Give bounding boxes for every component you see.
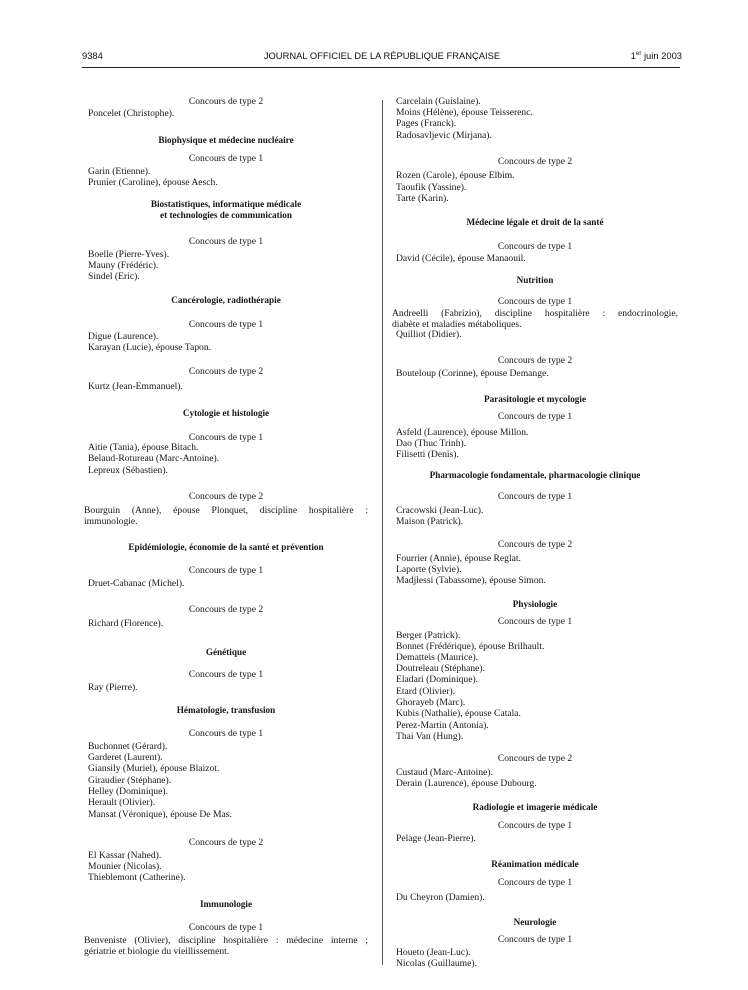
candidate-entry: Dematteis (Maurice). <box>396 652 479 663</box>
candidate-entry: Berger (Patrick). <box>396 630 461 641</box>
concours-type-label: Concours de type 1 <box>497 934 573 945</box>
candidate-entry: Asfeld (Laurence), épouse Millon. <box>396 427 529 438</box>
concours-type-label: Concours de type 1 <box>497 241 573 252</box>
candidate-entry: Boelle (Pierre-Yves). <box>88 249 170 260</box>
candidate-entry: Garin (Etienne). <box>88 166 151 177</box>
candidate-entry: Doutreleau (Stéphane). <box>396 663 485 674</box>
candidate-entry: Filisetti (Denis). <box>396 449 459 460</box>
header-rule <box>82 67 680 68</box>
section-heading: Physiologie <box>512 599 558 609</box>
section-heading: et technologies de communication <box>160 210 292 220</box>
candidate-entry: Derain (Laurence), épouse Dubourg. <box>396 778 537 789</box>
concours-type-label: Concours de type 1 <box>497 616 573 627</box>
candidate-entry: Digue (Laurence). <box>88 331 159 342</box>
concours-type-label: Concours de type 1 <box>188 153 264 164</box>
issue-date-ordinal: er <box>635 50 642 57</box>
section-heading: Biostatistiques, informatique médicale <box>150 199 302 209</box>
candidate-entry: Etard (Olivier). <box>396 686 456 697</box>
candidate-entry: Perez-Martin (Antonia). <box>396 720 489 731</box>
candidate-entry: Madjlessi (Tabassome), épouse Simon. <box>396 575 546 586</box>
issue-date <box>631 50 682 61</box>
candidate-entry-continuation: diabète et maladies métaboliques. <box>392 319 522 330</box>
candidate-entry-continuation: gériatrie et biologie du vieillissement. <box>84 946 230 957</box>
candidate-entry: Nicolas (Guillaume). <box>396 958 477 969</box>
candidate-entry: Thieblemont (Catherine). <box>88 872 186 883</box>
concours-type-label: Concours de type 2 <box>188 491 264 502</box>
concours-type-label: Concours de type 2 <box>188 837 264 848</box>
candidate-entry: Bonnet (Frédérique), épouse Brilhault. <box>396 641 545 652</box>
candidate-entry: Houeto (Jean-Luc). <box>396 947 471 958</box>
candidate-entry: Pages (Franck). <box>396 118 457 129</box>
concours-type-label: Concours de type 2 <box>497 753 573 764</box>
concours-type-label: Concours de type 2 <box>188 96 264 107</box>
column-divider <box>382 100 383 965</box>
candidate-entry: Giansily (Muriel), épouse Blaizot. <box>88 763 220 774</box>
candidate-entry: Belaud-Rotureau (Marc-Antoine). <box>88 453 220 464</box>
section-heading: Hématologie, transfusion <box>176 705 276 715</box>
section-heading: Neurologie <box>513 917 557 927</box>
concours-type-label: Concours de type 2 <box>188 366 264 377</box>
candidate-entry: Bouteloup (Corinne), épouse Demange. <box>396 368 549 379</box>
candidate-entry: Giraudier (Stéphane). <box>88 775 172 786</box>
concours-type-label: Concours de type 1 <box>188 236 264 247</box>
candidate-entry: Helley (Dominique). <box>88 786 168 797</box>
candidate-entry: Custaud (Marc-Antoine). <box>396 767 493 778</box>
candidate-entry-continuation: immunologie. <box>84 516 138 527</box>
candidate-entry: Kubis (Nathalie), épouse Catala. <box>396 708 521 719</box>
candidate-entry: Richard (Florence). <box>88 618 164 629</box>
candidate-entry: Thai Van (Hung). <box>396 731 464 742</box>
issue-date-rest: juin 2003 <box>643 50 682 61</box>
concours-type-label: Concours de type 1 <box>188 669 264 680</box>
candidate-entry: Kurtz (Jean-Emmanuel). <box>88 381 183 392</box>
candidate-entry: Mansat (Véronique), épouse De Mas. <box>88 809 232 820</box>
concours-type-label: Concours de type 1 <box>497 820 573 831</box>
candidate-entry: David (Cécile), épouse Manaouil. <box>396 253 526 264</box>
journal-title: JOURNAL OFFICIEL DE LA RÉPUBLIQUE FRANÇAISE <box>263 50 501 61</box>
candidate-entry: Prunier (Caroline), épouse Aesch. <box>88 177 218 188</box>
candidate-entry: Poncelet (Christophe). <box>88 108 175 119</box>
candidate-entry: Taoufik (Yassine). <box>396 182 467 193</box>
candidate-entry: Maison (Patrick). <box>396 516 464 527</box>
candidate-entry: Garderet (Laurent). <box>88 752 163 763</box>
section-heading: Cytologie et histologie <box>182 408 270 418</box>
concours-type-label: Concours de type 1 <box>188 922 264 933</box>
section-heading: Nutrition <box>516 275 554 285</box>
section-heading: Pharmacologie fondamentale, pharmacologie clinique <box>429 470 641 480</box>
candidate-entry: Karayan (Lucie), épouse Tapon. <box>88 342 212 353</box>
concours-type-label: Concours de type 1 <box>497 877 573 888</box>
candidate-entry: Ghorayeb (Marc). <box>396 697 466 708</box>
candidate-entry: Andreelli (Fabrizio), discipline hospitalière : endocrinologie, <box>392 308 678 319</box>
candidate-entry: Carcelain (Guislaine). <box>396 96 481 107</box>
section-heading: Epidémiologie, économie de la santé et prévention <box>128 542 324 552</box>
section-heading: Radiologie et imagerie médicale <box>472 802 598 812</box>
section-heading: Parasitologie et mycologie <box>483 394 587 404</box>
candidate-entry: Dao (Thuc Trinh). <box>396 438 467 449</box>
candidate-entry: Rozen (Carole), épouse Elbim. <box>396 170 515 181</box>
candidate-entry: Fourrier (Annie), épouse Reglat. <box>396 553 521 564</box>
section-heading: Cancérologie, radiothérapie <box>171 295 281 305</box>
candidate-entry: El Kassar (Nahed). <box>88 850 162 861</box>
section-heading: Réanimation médicale <box>491 859 579 869</box>
candidate-entry: Ray (Pierre). <box>88 682 138 693</box>
candidate-entry: Pelage (Jean-Pierre). <box>396 833 476 844</box>
candidate-entry: Tarte (Karin). <box>396 193 449 204</box>
concours-type-label: Concours de type 1 <box>188 565 264 576</box>
concours-type-label: Concours de type 1 <box>497 491 573 502</box>
concours-type-label: Concours de type 1 <box>188 319 264 330</box>
section-heading: Médecine légale et droit de la santé <box>466 217 604 227</box>
concours-type-label: Concours de type 1 <box>497 411 573 422</box>
candidate-entry: Du Cheyron (Damien). <box>396 892 485 903</box>
candidate-entry: Druet-Cabanac (Michel). <box>88 578 185 589</box>
concours-type-label: Concours de type 2 <box>497 156 573 167</box>
concours-type-label: Concours de type 2 <box>497 355 573 366</box>
section-heading: Biophysique et médecine nucléaire <box>158 135 294 145</box>
page-number: 9384 <box>82 50 103 61</box>
issue-date-day: 1 <box>630 50 636 61</box>
concours-type-label: Concours de type 1 <box>497 296 573 307</box>
candidate-entry: Buchonnet (Gérard). <box>88 741 168 752</box>
candidate-entry: Mounier (Nicolas). <box>88 861 162 872</box>
concours-type-label: Concours de type 1 <box>188 432 264 443</box>
candidate-entry: Lepreux (Sébastien). <box>88 465 168 476</box>
page-header <box>82 50 682 64</box>
candidate-entry: Herault (Olivier). <box>88 797 156 808</box>
candidate-entry: Mauny (Frédéric). <box>88 260 159 271</box>
candidate-entry: Bourguin (Anne), épouse Plonquet, discipline hospitalière : <box>84 505 368 516</box>
candidate-entry: Moins (Hélène), épouse Teisserenc. <box>396 107 533 118</box>
concours-type-label: Concours de type 2 <box>188 604 264 615</box>
candidate-entry: Aitie (Tania), épouse Bitach. <box>88 442 199 453</box>
candidate-entry: Radosavljevic (Mirjana). <box>396 130 492 141</box>
concours-type-label: Concours de type 2 <box>497 539 573 550</box>
candidate-entry: Eladari (Dominique). <box>396 674 479 685</box>
candidate-entry: Cracowski (Jean-Luc). <box>396 505 484 516</box>
section-heading: Immunologie <box>199 899 253 909</box>
candidate-entry: Laporte (Sylvie). <box>396 564 462 575</box>
candidate-entry: Quilliot (Didier). <box>396 329 462 340</box>
concours-type-label: Concours de type 1 <box>188 728 264 739</box>
candidate-entry: Sindel (Eric). <box>88 271 140 282</box>
candidate-entry: Benveniste (Olivier), discipline hospitalière : médecine interne ; <box>84 935 368 946</box>
section-heading: Génétique <box>205 647 247 657</box>
